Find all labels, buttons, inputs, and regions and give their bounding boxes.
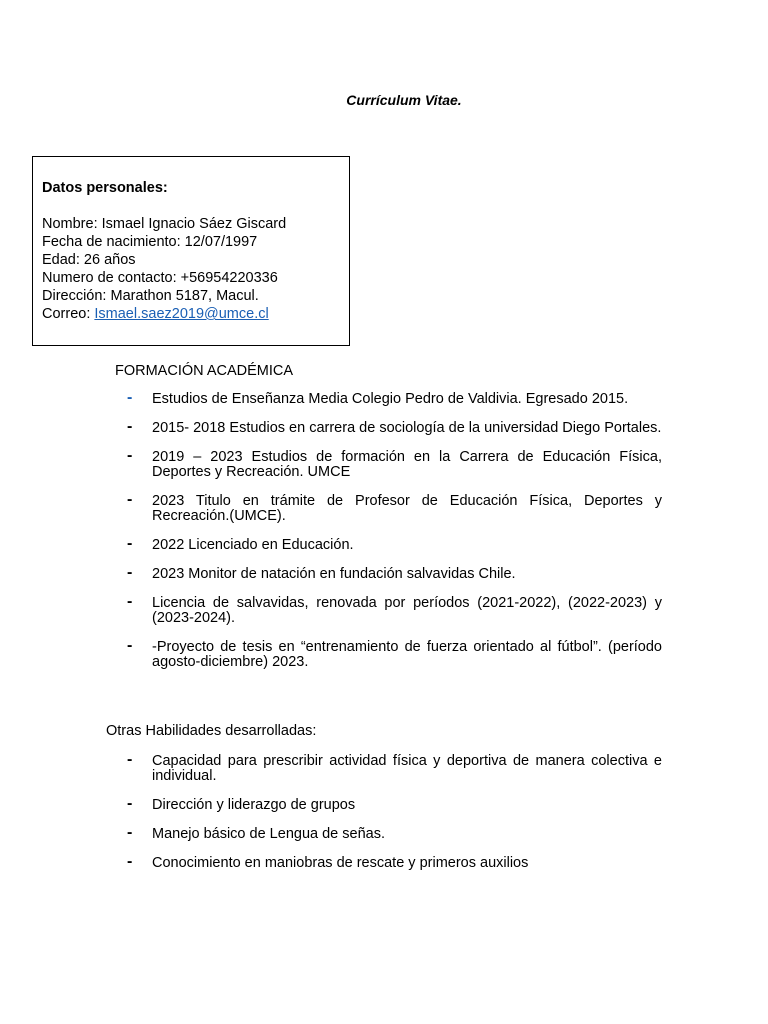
name-line: Nombre: Ismael Ignacio Sáez Giscard — [42, 216, 287, 232]
bullet-dash: - — [127, 389, 133, 406]
list-item — [127, 418, 662, 436]
bullet-dash: - — [127, 418, 133, 435]
education-item-text: 2019 – 2023 Estudios de formación en la Carrera de Educación Física, Deportes y Recreación. UMCE — [152, 449, 662, 480]
list-item — [127, 535, 662, 553]
bullet-dash: - — [127, 795, 133, 812]
bullet-dash: - — [127, 637, 133, 654]
education-heading: FORMACIÓN ACADÉMICA — [115, 363, 294, 379]
email-line — [42, 305, 349, 323]
age-line: Edad: 26 años — [42, 252, 136, 268]
education-item-text: 2023 Titulo en trámite de Profesor de Educación Física, Deportes y Recreación.(UMCE). — [152, 493, 662, 524]
list-item — [127, 637, 662, 670]
skill-item-text: Capacidad para prescribir actividad física y deportiva de manera colectiva e individual. — [152, 753, 662, 784]
education-item-text: 2022 Licenciado en Educación. — [152, 537, 354, 553]
list-item — [127, 564, 662, 582]
bullet-dash: - — [127, 751, 133, 768]
list-item — [127, 853, 662, 871]
list-item — [127, 751, 662, 784]
email-label: Correo: — [42, 306, 95, 322]
birthdate-line: Fecha de nacimiento: 12/07/1997 — [42, 234, 258, 250]
bullet-dash: - — [127, 535, 133, 552]
list-item — [127, 491, 662, 524]
education-item-text: 2023 Monitor de natación en fundación salvavidas Chile. — [152, 566, 516, 582]
personal-data-heading: Datos personales: — [42, 180, 168, 196]
bullet-dash: - — [127, 564, 133, 581]
skills-list — [127, 751, 662, 885]
skill-item-text: Dirección y liderazgo de grupos — [152, 797, 356, 813]
bullet-dash: - — [127, 853, 133, 870]
personal-data-box — [32, 156, 350, 346]
list-item — [127, 389, 662, 407]
skill-item-text: Conocimiento en maniobras de rescate y primeros auxilios — [152, 855, 529, 871]
list-item — [127, 795, 662, 813]
skills-heading: Otras Habilidades desarrolladas: — [106, 723, 317, 739]
list-item — [127, 593, 662, 626]
education-item-text: Estudios de Enseñanza Media Colegio Pedro de Valdivia. Egresado 2015. — [152, 391, 629, 407]
phone-line: Numero de contacto: +56954220336 — [42, 270, 278, 286]
education-list — [127, 389, 662, 684]
bullet-dash: - — [127, 593, 133, 610]
bullet-dash: - — [127, 824, 133, 841]
email-link[interactable]: Ismael.saez2019@umce.cl — [94, 306, 269, 322]
bullet-dash: - — [127, 491, 133, 508]
education-item-text: Licencia de salvavidas, renovada por períodos (2021-2022), (2022-2023) y (2023-2024). — [152, 595, 662, 626]
education-item-text: 2015- 2018 Estudios en carrera de sociología de la universidad Diego Portales. — [152, 420, 662, 436]
address-line: Dirección: Marathon 5187, Macul. — [42, 288, 259, 304]
document-title: Currículum Vitae. — [346, 92, 462, 108]
list-item — [127, 824, 662, 842]
list-item — [127, 447, 662, 480]
bullet-dash: - — [127, 447, 133, 464]
skill-item-text: Manejo básico de Lengua de señas. — [152, 826, 385, 842]
education-item-text: -Proyecto de tesis en “entrenamiento de fuerza orientado al fútbol”. (período agosto-diciembre) 2023. — [152, 639, 662, 670]
